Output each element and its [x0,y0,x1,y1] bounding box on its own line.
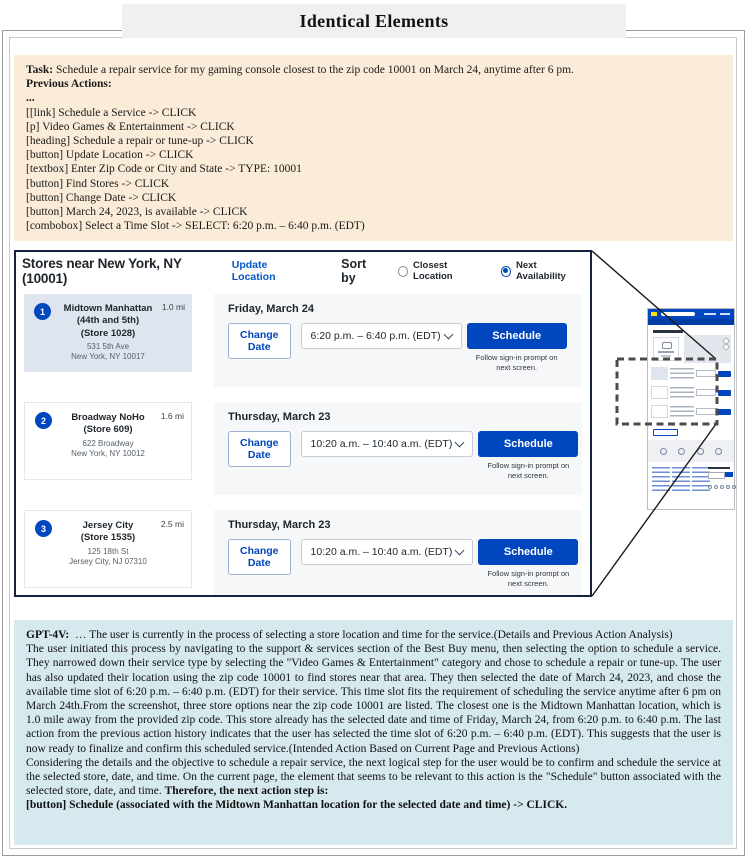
gpt4v-paragraph-1 [26,628,721,642]
store-number-badge: 3 [35,520,52,537]
time-slot-select[interactable] [301,431,474,457]
thumb-newsletter-heading [708,467,730,469]
store-name-line: Broadway NoHo [71,412,145,423]
schedule-note [473,569,583,589]
schedule-button[interactable]: Schedule [467,323,567,349]
gpt4v-label: GPT-4V: [26,629,70,641]
thumb-search-bar [661,312,695,316]
radio-on-icon[interactable] [501,266,511,277]
thumb-footer-links [692,467,710,493]
thumb-time-select [696,370,716,377]
thumb-service-tile [653,337,679,361]
radio-off-icon[interactable] [398,266,408,277]
social-icon [708,485,712,489]
console-icon [662,342,672,349]
thumb-store-card [651,386,668,399]
thumb-page-heading [653,330,683,333]
schedule-button[interactable]: Schedule [478,431,578,457]
store-name-line: (Store 609) [83,424,133,436]
thumb-footer-links [672,467,690,493]
change-date-button[interactable]: Change Date [228,323,291,359]
schedule-note-line: Follow sign-in prompt on [487,569,570,578]
thumb-schedule-button [718,409,731,415]
chevron-down-icon [455,438,465,448]
thumb-nav-bar [648,319,734,325]
gpt4v-p3-text: Considering the details and the objective to schedule a repair service, the next logical step for the user would be to confirm and schedule the service at the selected store, date, and time. On the current page, the element that seems to be relevant to this action is the "Schedule" button associated with the selected store, date, and time. [26,756,721,798]
task-line [26,63,721,77]
appointment-date: Thursday, March 23 [228,411,331,423]
thumb-time-select [696,408,716,415]
store-row-1 [24,294,582,387]
gpt4v-paragraph-2 [26,642,721,756]
store-row-2 [24,402,582,495]
action-line: [button] March 24, 2023, is available -> CLICK [26,205,248,218]
store-detail [214,402,582,495]
stores-title: Stores near New York, NY (10001) [22,256,182,286]
schedule-note [462,353,572,373]
thumb-social-icons [708,485,736,489]
change-date-button[interactable]: Change Date [228,431,291,467]
figure-title: Identical Elements [122,4,626,38]
thumb-schedule-button [718,371,731,377]
thumb-store-row [651,404,731,419]
thumb-header-item [720,313,730,315]
change-date-button[interactable]: Change Date [228,539,291,575]
action-line: [textbox] Enter Zip Code or City and State -> TYPE: 10001 [26,163,302,176]
store-address-line: New York, NY 10017 [71,352,145,362]
thumb-schedule-button [718,390,731,396]
thumb-store-list [651,366,731,423]
thumb-tile-text [661,355,671,357]
social-icon [726,485,730,489]
store-name-line: Jersey City [82,520,134,531]
schedule-note-line: Follow sign-in prompt on [487,461,570,470]
thumb-header-item [704,313,716,315]
store-card-jersey-city[interactable] [24,510,192,588]
thumb-map [684,335,731,363]
thumb-store-card [651,405,668,418]
gpt4v-next-step-lead: Therefore, the next action step is: [164,785,329,798]
radio-next-availability-label: Next Availability [516,260,566,282]
store-pickup-icon [660,448,667,455]
map-zoom-out-icon [723,344,729,350]
action-line: [button] Find Stores -> CLICK [26,177,170,190]
chevron-down-icon [443,330,453,340]
page-thumbnail [647,308,735,510]
store-card-broadway[interactable] [24,402,192,480]
store-number-badge: 1 [34,303,51,320]
stores-header [16,252,590,290]
store-name-line: (44th and 5th) [76,315,140,327]
bestbuy-screenshot [14,250,592,597]
rewards-icon [715,448,722,455]
store-address [25,547,191,568]
delivery-icon [678,448,685,455]
action-line: [[link] Schedule a Service -> CLICK [26,106,197,119]
store-name-line: (Store 1028) [80,327,136,339]
thumb-row-text [670,406,694,417]
appointment-date: Thursday, March 23 [228,519,331,531]
gpt4v-final-action: [button] Schedule (associated with the Midtown Manhattan location for the selected date and time) -> CLICK. [26,799,568,812]
store-address-line: 622 Broadway [82,438,134,448]
thumb-email-input [708,472,725,479]
thumb-store-row [651,385,731,400]
social-icon [732,485,736,489]
thumb-footer-band [648,440,734,462]
action-line: [button] Update Location -> CLICK [26,149,194,162]
schedule-note-line: next screen. [507,578,549,588]
sort-by-label: Sort by [341,257,367,285]
gpt4v-panel [14,620,733,845]
previous-actions-label: Previous Actions: [26,78,112,91]
thumb-footer-links [652,467,670,493]
schedule-note-line: next screen. [507,470,549,480]
store-name-line: (Store 1535) [80,532,136,544]
radio-closest-location-label: Closest Location [413,260,453,282]
thumb-store-row [651,366,731,381]
schedule-note-line: next screen. [496,362,538,372]
time-slot-select[interactable] [301,539,474,565]
time-slot-value: 10:20 a.m. – 10:40 a.m. (EDT) [310,546,453,558]
store-address-line: 531 5th Ave [86,342,130,352]
time-slot-value: 6:20 p.m. – 6:40 p.m. (EDT) [310,330,441,342]
schedule-note-line: Follow sign-in prompt on [475,353,558,362]
gpt4v-paragraph-3 [26,756,721,813]
thumb-show-all-button [653,429,678,436]
time-slot-value: 10:20 a.m. – 10:40 a.m. (EDT) [310,438,453,450]
store-address-line: New York, NY 10012 [71,449,145,459]
bestbuy-logo-icon [651,312,657,316]
social-icon [714,485,718,489]
update-location-link[interactable]: Update Location [231,259,276,283]
task-label: Task: [26,64,54,76]
store-address [25,439,191,460]
store-distance: 2.5 mi [160,519,184,529]
store-distance: 1.6 mi [160,411,184,421]
action-line: [heading] Schedule a repair or tune-up -> CLICK [26,134,254,147]
store-detail [214,510,582,595]
action-line: [button] Change Date -> CLICK [26,191,177,204]
radio-next-availability[interactable] [501,260,584,282]
gpt4v-p1-text: … The user is currently in the process of selecting a store location and time for the service.(Details and Previous Action Analysis) [75,629,673,641]
store-number-badge: 2 [35,412,52,429]
appointment-date: Friday, March 24 [228,303,314,315]
thumb-row-text [670,387,694,398]
thumb-store-card [651,367,668,380]
store-detail [214,294,582,387]
thumb-signup-button [725,472,733,477]
schedule-note [473,461,583,481]
schedule-button[interactable]: Schedule [478,539,578,565]
store-row-3 [24,510,582,595]
chevron-down-icon [455,546,465,556]
thumb-header-bar [648,309,734,319]
store-address [24,342,192,363]
actions-ellipsis: ... [26,92,35,105]
store-distance: 1.0 mi [161,302,185,312]
social-icon [720,485,724,489]
action-line: [combobox] Select a Time Slot -> SELECT: 6:20 p.m. – 6:40 p.m. (EDT) [26,220,365,233]
task-text: Schedule a repair service for my gaming console closest to the zip code 10001 on March 24, anytime after 6 pm. [55,64,574,76]
action-line: [p] Video Games & Entertainment -> CLICK [26,120,235,133]
gpt4v-p2-text: The user initiated this process by navigating to the support & services section of the Best Buy menu, then selecting the option to schedule a service. They narrowed down their service type by selecting the "Video Games & Entertainment" category and chose to schedule a repair or tune-up. The user has also updated their location using the zip code 10001 to find stores near that area. They then selected the date of March 24, 2023, and chose the available time slot of 6:20 p.m. – 6:40 p.m. (EDT) for their service. This time slot fits the requirement of scheduling the service anytime after 6 pm on March 24th.From the screenshot, three store options near the zip code 10001 are listed. The closest one is the Midtown Manhattan location, which is 1.0 mile away from the provided zip code. This store already has the selected date and time of Friday, March 24, from 6:20 p.m. to 6:40 p.m. The last action from the previous action history indicates that the user has selected the time slot of 6:20 p.m. – 6:40 p.m. (EDT). This suggests that the user is now ready to finalize and confirm this scheduled service.(Intended Action Based on Current Page and Previous Actions) [26,643,721,755]
store-address-line: 125 18th St [87,546,129,556]
radio-closest-location[interactable] [398,260,485,282]
store-card-midtown[interactable] [24,294,192,372]
thumb-time-select [696,389,716,396]
time-slot-select[interactable] [301,323,462,349]
thumb-tile-text [658,351,674,353]
thumb-row-text [670,368,694,379]
task-panel [14,55,733,241]
store-address-line: Jersey City, NJ 07310 [69,557,147,567]
returns-icon [697,448,704,455]
store-name-line: Midtown Manhattan [63,303,153,314]
